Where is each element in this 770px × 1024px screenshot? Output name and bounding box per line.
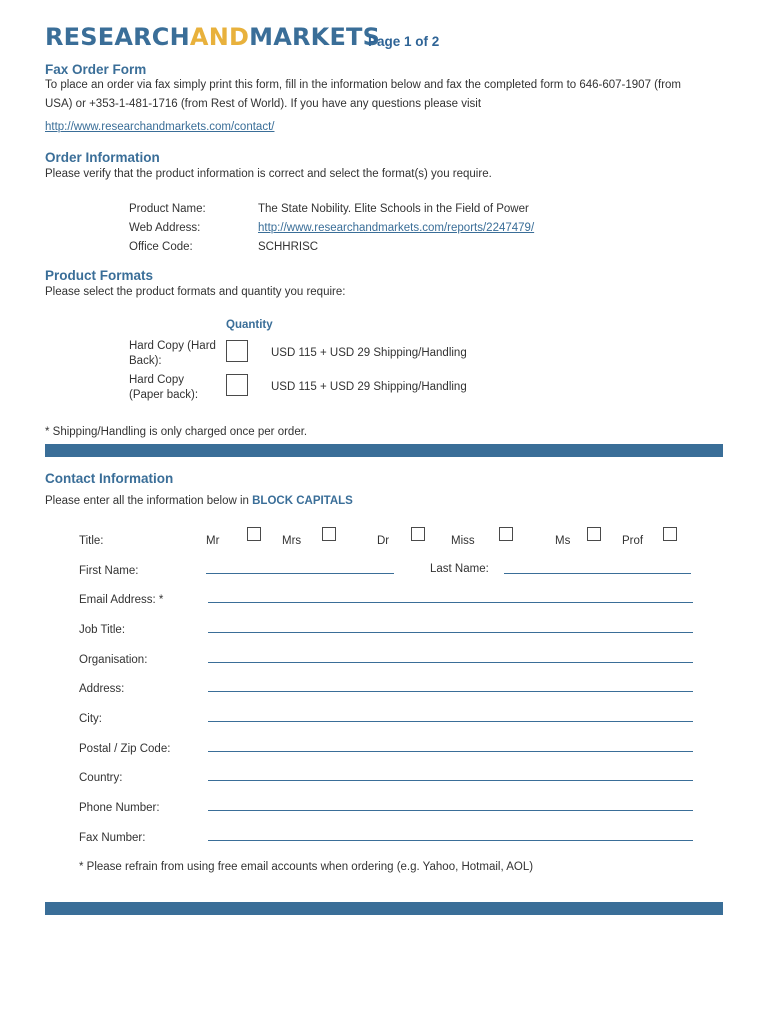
contact-link[interactable]: http://www.researchandmarkets.com/contact/ xyxy=(45,121,275,133)
first-name-label: First Name: xyxy=(79,565,139,577)
title-mrs-checkbox[interactable] xyxy=(322,527,336,541)
title-option-miss-label: Miss xyxy=(451,535,475,547)
title-option-mrs-label: Mrs xyxy=(282,535,302,547)
fax-number-field[interactable] xyxy=(208,840,693,841)
logo-text-research: RESEARCH xyxy=(45,23,190,51)
hardback-quantity-checkbox[interactable] xyxy=(226,340,248,362)
quantity-header: Quantity xyxy=(226,319,273,331)
block-capitals-emphasis: BLOCK CAPITALS xyxy=(252,495,353,507)
format-paperback-price: USD 115 + USD 29 Shipping/Handling xyxy=(271,381,467,393)
title-option-mr-label: Mr xyxy=(206,535,220,547)
company-logo xyxy=(45,22,380,52)
email-label: Email Address: * xyxy=(79,594,164,606)
office-code-label: Office Code: xyxy=(129,241,193,253)
web-address-label: Web Address: xyxy=(129,222,201,234)
job-title-field[interactable] xyxy=(208,632,693,633)
title-option-dr-label: Dr xyxy=(377,535,390,547)
contact-description xyxy=(45,494,353,509)
phone-number-label: Phone Number: xyxy=(79,802,160,814)
shipping-note: * Shipping/Handling is only charged once per order. xyxy=(45,426,308,438)
city-field[interactable] xyxy=(208,721,693,722)
job-title-label: Job Title: xyxy=(79,624,126,636)
title-dr-checkbox[interactable] xyxy=(411,527,425,541)
logo-text-and: AND xyxy=(189,23,250,51)
format-paperback-label xyxy=(129,373,198,403)
country-label: Country: xyxy=(79,772,123,784)
web-address-link[interactable]: http://www.researchandmarkets.com/reports/2247479/ xyxy=(258,222,535,234)
title-mr-checkbox[interactable] xyxy=(247,527,261,541)
fax-number-label: Fax Number: xyxy=(79,832,146,844)
postal-code-label: Postal / Zip Code: xyxy=(79,743,171,755)
title-ms-checkbox[interactable] xyxy=(587,527,601,541)
country-field[interactable] xyxy=(208,780,693,781)
contact-description-text: Please enter all the information below in xyxy=(45,495,253,507)
title-label: Title: xyxy=(79,535,104,547)
last-name-label: Last Name: xyxy=(430,563,489,575)
postal-code-field[interactable] xyxy=(208,751,693,752)
format-hardback-label-line1: Hard Copy (Hard xyxy=(129,340,216,352)
page-indicator: Page 1 of 2 xyxy=(368,34,440,49)
contact-info-heading: Contact Information xyxy=(45,471,174,486)
title-option-ms-label: Ms xyxy=(555,535,571,547)
address-field[interactable] xyxy=(208,691,693,692)
format-hardback-price: USD 115 + USD 29 Shipping/Handling xyxy=(271,347,467,359)
product-name-value: The State Nobility. Elite Schools in the Field of Power xyxy=(258,203,529,215)
order-info-description: Please verify that the product information is correct and select the format(s) you require. xyxy=(45,168,492,180)
organisation-label: Organisation: xyxy=(79,654,148,666)
email-note: * Please refrain from using free email accounts when ordering (e.g. Yahoo, Hotmail, AOL) xyxy=(79,861,534,873)
organisation-field[interactable] xyxy=(208,662,693,663)
address-label: Address: xyxy=(79,683,125,695)
last-name-field[interactable] xyxy=(504,573,691,574)
intro-text-line1: To place an order via fax simply print this form, fill in the information below and fax the completed form to 646-607-1907 (from xyxy=(45,79,681,91)
title-miss-checkbox[interactable] xyxy=(499,527,513,541)
order-info-heading: Order Information xyxy=(45,150,160,165)
product-name-label: Product Name: xyxy=(129,203,206,215)
product-formats-description: Please select the product formats and quantity you require: xyxy=(45,286,346,298)
section-divider-bar xyxy=(45,444,723,457)
office-code-value: SCHHRISC xyxy=(258,241,319,253)
first-name-field[interactable] xyxy=(206,573,394,574)
footer-divider-bar xyxy=(45,902,723,915)
intro-text-line2: USA) or +353-1-481-1716 (from Rest of World). If you have any questions please visit xyxy=(45,98,482,110)
phone-number-field[interactable] xyxy=(208,810,693,811)
city-label: City: xyxy=(79,713,102,725)
logo-text-markets: MARKETS xyxy=(249,23,381,51)
email-field[interactable] xyxy=(208,602,693,603)
format-hardback-label xyxy=(129,339,216,369)
format-paperback-label-line1: Hard Copy xyxy=(129,374,184,386)
paperback-quantity-checkbox[interactable] xyxy=(226,374,248,396)
format-paperback-label-line2: (Paper back): xyxy=(129,389,199,401)
format-hardback-label-line2: Back): xyxy=(129,355,162,367)
title-option-prof-label: Prof xyxy=(622,535,644,547)
form-title: Fax Order Form xyxy=(45,62,147,77)
product-formats-heading: Product Formats xyxy=(45,268,154,283)
title-prof-checkbox[interactable] xyxy=(663,527,677,541)
